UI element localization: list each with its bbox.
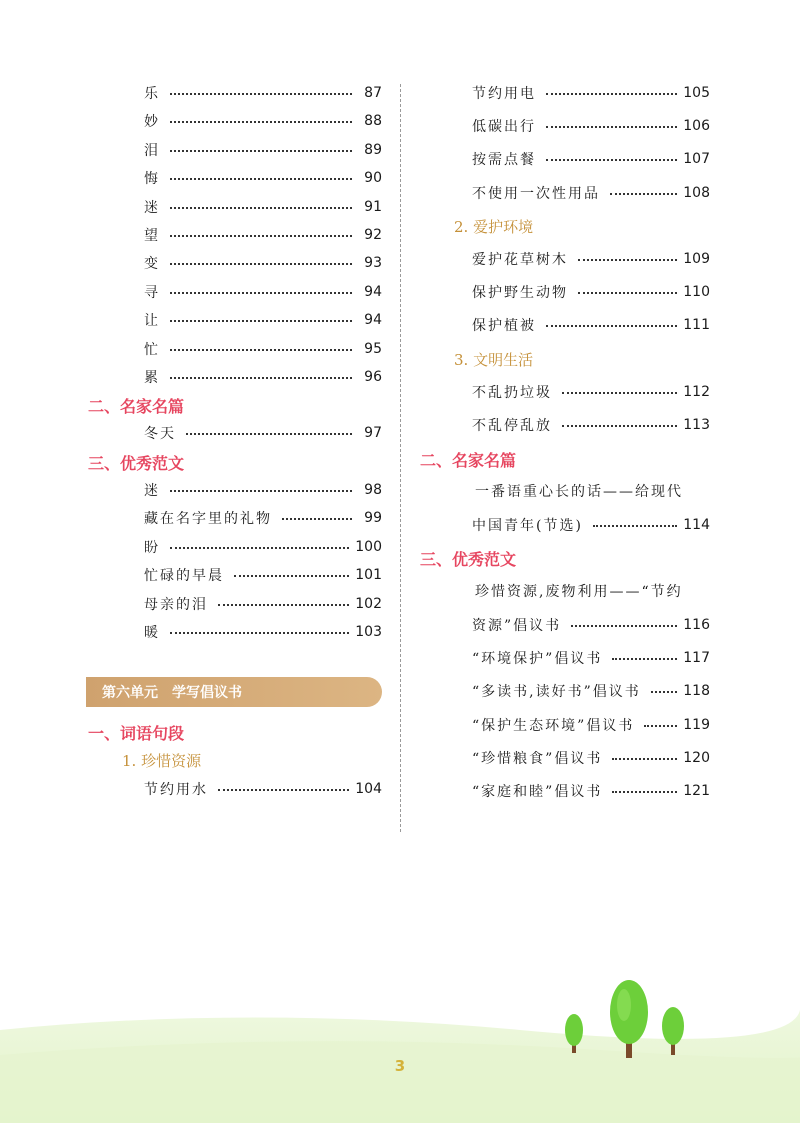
toc-entry-title-line[interactable]: 珍惜资源,废物利用——“节约 (475, 584, 683, 600)
subsection-heading: 2. 爱护环境 (454, 217, 534, 236)
toc-entry[interactable] (472, 777, 710, 805)
toc-entry-page: 99 (364, 510, 382, 527)
toc-entry[interactable] (144, 249, 382, 277)
toc-entry-page: 89 (364, 141, 382, 158)
toc-entry-title: 盼 (144, 539, 160, 556)
toc-entry-title: 冬天 (144, 426, 176, 442)
toc-entry-title: 累 (144, 370, 160, 386)
toc-entry-page: 117 (683, 650, 710, 667)
dot-leader (170, 178, 352, 180)
toc-entry-page: 102 (355, 595, 382, 612)
dot-leader (170, 207, 352, 209)
toc-entry-page: 98 (364, 482, 382, 498)
toc-entry[interactable] (472, 179, 710, 207)
toc-entry-title: 按需点餐 (472, 152, 536, 169)
dot-leader (170, 547, 349, 549)
toc-entry-title-line[interactable]: 一番语重心长的话——给现代 (475, 484, 683, 500)
column-divider (400, 84, 401, 832)
toc-entry[interactable] (144, 419, 382, 447)
toc-entry[interactable] (144, 164, 382, 192)
dot-leader (546, 325, 677, 327)
dot-leader (578, 259, 677, 261)
dot-leader (218, 789, 349, 791)
toc-entry-page: 107 (683, 151, 710, 168)
dot-leader (578, 292, 677, 294)
page-number: 3 (394, 1057, 406, 1075)
toc-entry[interactable] (144, 618, 382, 646)
toc-entry-title: 让 (144, 313, 160, 330)
subsection-heading: 1. 珍惜资源 (122, 751, 202, 770)
toc-entry-page: 94 (364, 312, 382, 329)
toc-entry[interactable] (144, 363, 382, 391)
toc-entry-page: 87 (364, 85, 382, 101)
toc-entry-title: “珍惜粮食”倡议书 (472, 750, 603, 767)
toc-entry-page: 109 (683, 251, 710, 267)
toc-entry-page: 106 (683, 118, 710, 135)
dot-leader (170, 263, 352, 265)
toc-entry-title: “多读书,读好书”倡议书 (472, 684, 641, 701)
toc-entry[interactable] (144, 476, 382, 504)
dot-leader (546, 126, 677, 128)
toc-entry-page: 111 (683, 317, 710, 334)
toc-entry-page: 91 (364, 198, 382, 215)
section-heading-famous: 二、名家名篇 (420, 450, 517, 470)
toc-entry-title: 迷 (144, 199, 160, 216)
toc-entry-page: 121 (683, 783, 710, 799)
toc-entry-title: 妙 (144, 114, 160, 131)
dot-leader (170, 93, 352, 95)
toc-entry[interactable] (144, 221, 382, 249)
dot-leader (170, 150, 352, 152)
toc-entry[interactable] (472, 411, 710, 439)
dot-leader (651, 691, 678, 693)
toc-entry-page: 93 (364, 255, 382, 272)
section-heading-famous: 二、名家名篇 (88, 396, 185, 416)
toc-entry-page: 110 (683, 284, 710, 301)
toc-entry[interactable] (144, 278, 382, 306)
toc-entry-page: 88 (364, 113, 382, 130)
toc-entry-title: “家庭和睦”倡议书 (472, 784, 603, 800)
toc-entry-page: 116 (683, 617, 710, 633)
dot-leader (593, 525, 677, 527)
toc-entry[interactable] (472, 79, 710, 107)
dot-leader (170, 349, 352, 351)
toc-entry[interactable] (144, 775, 382, 803)
dot-leader (612, 658, 677, 660)
toc-entry[interactable] (144, 136, 382, 164)
toc-entry-title: 不乱扔垃圾 (472, 385, 552, 401)
toc-entry-title: 不使用一次性用品 (472, 185, 600, 202)
toc-entry-title: 悔 (144, 171, 160, 188)
dot-leader (644, 725, 677, 727)
toc-entry-page: 97 (364, 425, 382, 441)
dot-leader (562, 425, 677, 427)
toc-entry-title: 保护野生动物 (472, 285, 568, 302)
dot-leader (170, 377, 352, 379)
toc-entry-title: 寻 (144, 284, 160, 301)
toc-entry-title: “保护生态环境”倡议书 (472, 717, 635, 734)
toc-entry[interactable] (472, 112, 710, 140)
toc-entry-title: 忙 (144, 341, 160, 358)
toc-entry[interactable] (144, 590, 382, 618)
toc-entry[interactable] (472, 677, 710, 705)
toc-entry[interactable] (144, 335, 382, 363)
toc-entry[interactable] (472, 278, 710, 306)
section-heading-words: 一、词语句段 (88, 723, 185, 743)
toc-entry-page: 119 (683, 716, 710, 733)
toc-entry[interactable] (472, 245, 710, 273)
subsection-heading: 3. 文明生活 (454, 350, 534, 369)
toc-entry[interactable] (144, 306, 382, 334)
toc-entry-page: 104 (355, 781, 382, 797)
toc-entry-title: 低碳出行 (472, 119, 536, 136)
dot-leader (170, 292, 352, 294)
dot-leader (571, 625, 677, 627)
toc-entry-page: 112 (683, 384, 710, 400)
toc-entry-title: 乐 (144, 86, 160, 102)
toc-entry[interactable] (144, 561, 382, 589)
dot-leader (610, 193, 677, 195)
toc-entry-page: 95 (364, 340, 382, 357)
toc-entry-page: 90 (364, 170, 382, 187)
dot-leader (546, 93, 677, 95)
toc-entry[interactable] (472, 378, 710, 406)
toc-entry[interactable] (144, 533, 382, 561)
dot-leader (612, 758, 677, 760)
dot-leader (170, 235, 352, 237)
toc-entry-title: 泪 (144, 142, 160, 159)
dot-leader (170, 490, 352, 492)
dot-leader (170, 632, 349, 634)
toc-entry[interactable] (144, 193, 382, 221)
toc-entry-title: 暖 (144, 625, 160, 641)
toc-entry[interactable] (472, 311, 710, 339)
toc-entry-page: 114 (683, 517, 710, 533)
toc-entry-page: 94 (364, 283, 382, 300)
dot-leader (612, 791, 677, 793)
toc-entry-page: 92 (364, 227, 382, 243)
toc-entry-page: 108 (683, 184, 710, 201)
toc-entry[interactable] (472, 644, 710, 672)
toc-entry-title: 保护植被 (472, 318, 536, 335)
toc-entry-title: 变 (144, 256, 160, 273)
toc-entry-title: 忙碌的早晨 (144, 568, 224, 585)
dot-leader (170, 320, 352, 322)
toc-entry[interactable] (144, 107, 382, 135)
toc-entry-title: 中国青年(节选) (472, 518, 583, 534)
section-heading-excellent: 三、优秀范文 (88, 453, 185, 473)
toc-entry-title: 爱护花草树木 (472, 252, 568, 268)
toc-entry-title: 望 (144, 228, 160, 244)
toc-entry-title: 母亲的泪 (144, 596, 208, 613)
dot-leader (186, 433, 352, 435)
toc-entry-page: 118 (683, 683, 710, 700)
dot-leader (546, 159, 677, 161)
section-heading-excellent: 三、优秀范文 (420, 549, 517, 569)
toc-entry-page: 100 (355, 538, 382, 555)
toc-entry[interactable] (144, 79, 382, 107)
toc-entry-title: 迷 (144, 483, 160, 499)
toc-entry-title: 节约用水 (144, 782, 208, 798)
toc-entry-page: 113 (683, 417, 710, 434)
dot-leader (234, 575, 349, 577)
toc-entry-page: 103 (355, 624, 382, 640)
dot-leader (170, 121, 352, 123)
toc-entry[interactable] (472, 744, 710, 772)
toc-entry-page: 105 (683, 85, 710, 101)
dot-leader (562, 392, 677, 394)
toc-entry[interactable] (472, 711, 710, 739)
toc-entry-page: 101 (355, 567, 382, 584)
toc-entry-page: 96 (364, 369, 382, 385)
unit-banner (86, 677, 382, 707)
unit-title: 第六单元 学写倡议书 (102, 685, 242, 701)
toc-entry-title: “环境保护”倡议书 (472, 651, 603, 668)
toc-entry-title: 节约用电 (472, 86, 536, 102)
toc-entry-page: 120 (683, 749, 710, 766)
dot-leader (282, 518, 352, 520)
toc-entry[interactable] (472, 611, 710, 639)
toc-entry-title: 不乱停乱放 (472, 418, 552, 435)
toc-entry[interactable] (472, 511, 710, 539)
toc-entry-title: 藏在名字里的礼物 (144, 511, 272, 528)
toc-entry[interactable] (144, 504, 382, 532)
dot-leader (218, 604, 349, 606)
toc-entry-title: 资源”倡议书 (472, 618, 562, 634)
toc-entry[interactable] (472, 145, 710, 173)
